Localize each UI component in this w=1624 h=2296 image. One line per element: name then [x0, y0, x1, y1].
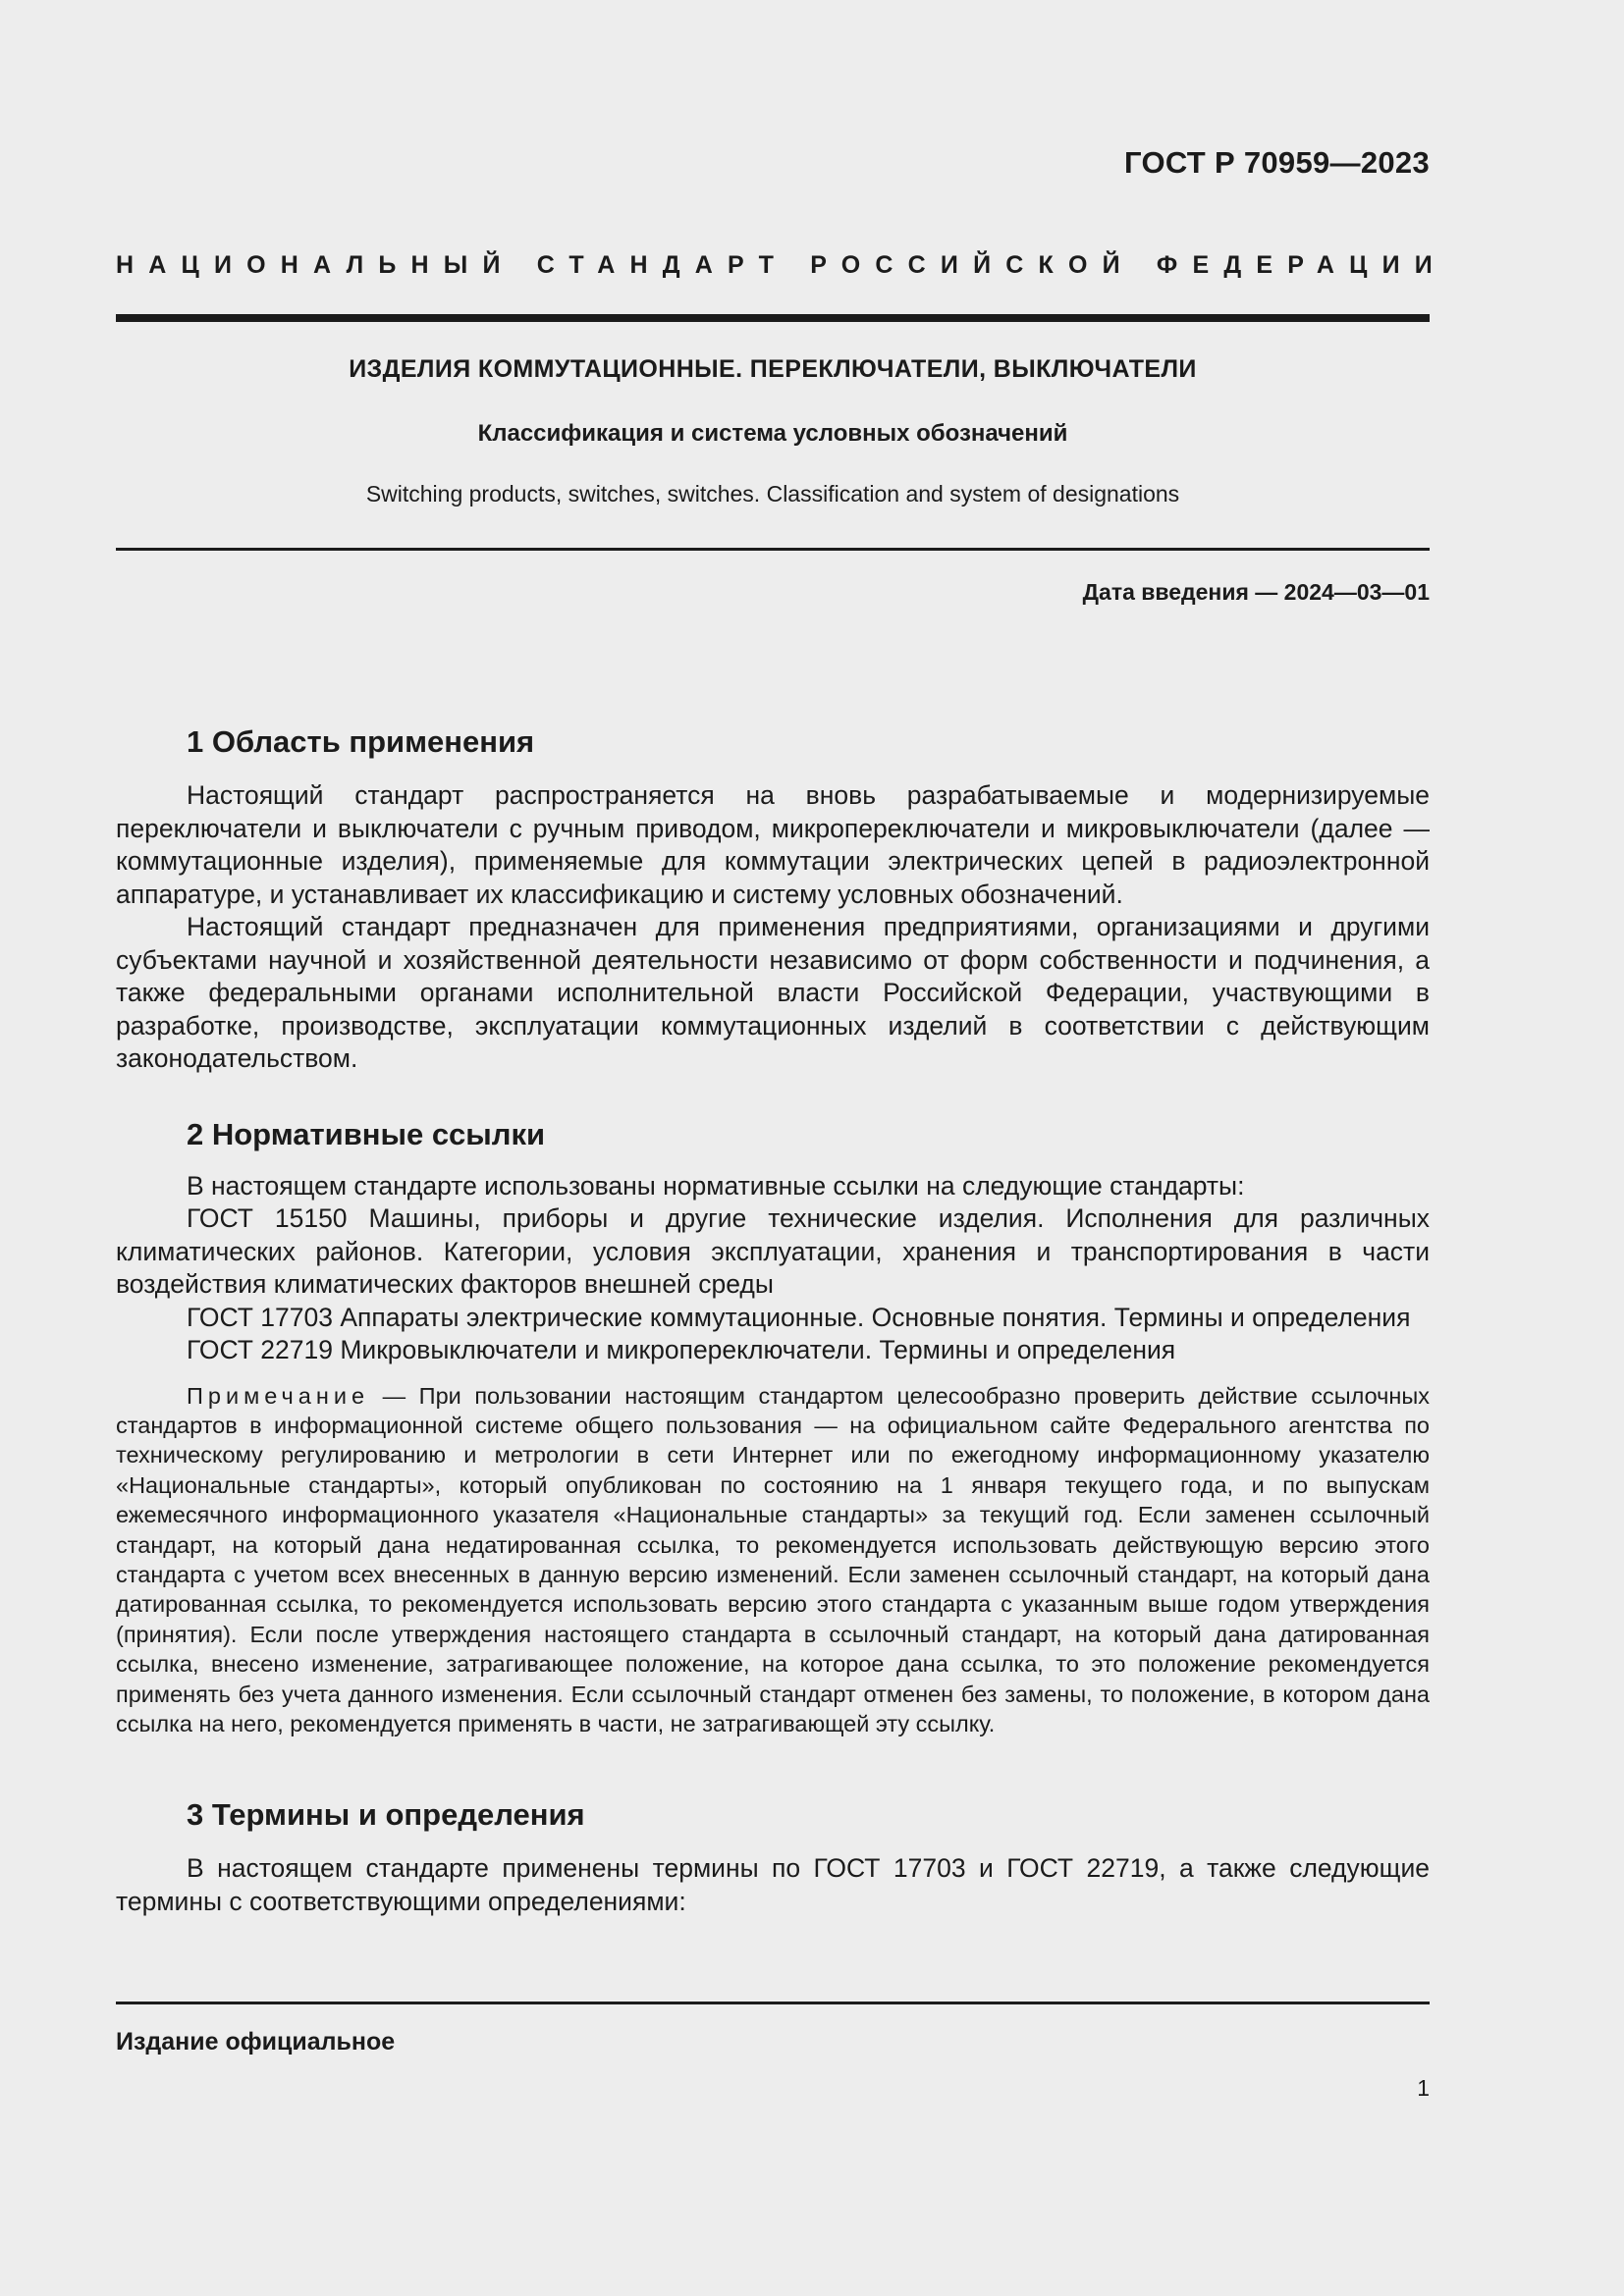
national-standard-banner: НАЦИОНАЛЬНЫЙ СТАНДАРТ РОССИЙСКОЙ ФЕДЕРАЦИИ: [116, 251, 1447, 279]
paragraph: В настоящем стандарте использованы нормативные ссылки на следующие стандарты:: [187, 1170, 1245, 1201]
section-heading: 2 Нормативные ссылки: [187, 1116, 546, 1151]
introduction-date: Дата введения — 2024—03—01: [1082, 579, 1430, 605]
footer-divider: [116, 2002, 1430, 2004]
note-body: — При пользовании настоящим стандартом целесообразно проверить действие ссылочных стандартов в информационной системе общего пользования — на официальном сайте Федерального агентства по техническому регулированию и метрологии в сети Интернет или по ежегодному информационному указателю «Национальные стандарты», который опубликован по состоянию на 1 января текущего года, и по выпускам ежемесячного информационного указателя «Национальные стандарты» за текущий год. Если заменен ссылочный стандарт, на который дана недатированная ссылка, то рекомендуется использовать действующую версию этого стандарта с учетом всех внесенных в данную версию изменений. Если заменен ссылочный стандарт, на который дана датированная ссылка, то рекомендуется использовать версию этого стандарта с указанным выше годом утверждения (принятия). Если после утверждения настоящего стандарта в ссылочный стандарт, на который дана датированная ссылка, внесено изменение, затрагивающее положение, на которое дана ссылка, то это положение рекомендуется применять без учета данного изменения. Если ссылочный стандарт отменен без замены, то положение, в котором дана ссылка на него, рекомендуется применять в части, не затрагивающей эту ссылку.: [116, 1382, 1430, 1736]
reference-item: ГОСТ 17703 Аппараты электрические коммутационные. Основные понятия. Термины и определения: [187, 1302, 1411, 1332]
note: [116, 1381, 1430, 1739]
paragraph: Настоящий стандарт распространяется на вновь разрабатываемые и модернизируемые переключатели и выключатели с ручным приводом, микропереключатели и микровыключатели (далее — коммутационные изделия), применяемые для коммутации электрических цепей в радиоэлектронной аппаратуре, и устанавливает их классификацию и систему условных обозначений.: [116, 780, 1430, 909]
title-divider: [116, 548, 1430, 551]
header-divider: [116, 314, 1430, 322]
page-number: 1: [1417, 2075, 1430, 2101]
paragraph: В настоящем стандарте применены термины по ГОСТ 17703 и ГОСТ 22719, а также следующие термины с соответствующими определениями:: [116, 1853, 1430, 1916]
official-edition-label: Издание официальное: [116, 2028, 396, 2056]
section-normative-references: [116, 1115, 1430, 1739]
note-label: Примечание: [187, 1382, 370, 1409]
document-number: ГОСТ Р 70959—2023: [1124, 145, 1430, 180]
reference-item: ГОСТ 15150 Машины, приборы и другие технические изделия. Исполнения для различных климатических районов. Категории, условия эксплуатации, хранения и транспортирования в части воздействия климатических факторов внешней среды: [116, 1203, 1430, 1299]
note-text: [116, 1381, 1430, 1739]
reference-item: ГОСТ 22719 Микровыключатели и микропереключатели. Термины и определения: [187, 1335, 1176, 1364]
document-title-english: Switching products, switches, switches. Classification and system of designations: [365, 481, 1180, 507]
document-title: ИЗДЕЛИЯ КОММУТАЦИОННЫЕ. ПЕРЕКЛЮЧАТЕЛИ, ВЫКЛЮЧАТЕЛИ: [349, 355, 1197, 383]
section-heading: 3 Термины и определения: [187, 1797, 585, 1833]
document-body: [116, 722, 1430, 1918]
paragraph: Настоящий стандарт предназначен для применения предприятиями, организациями и другими субъектами научной и хозяйственной деятельности независимо от форм собственности и подчинения, а также федеральными органами исполнительной власти Российской Федерации, участвующими в разработке, производстве, эксплуатации коммутационных изделий в соответствии с действующим законодательством.: [116, 912, 1430, 1073]
section-scope: [116, 722, 1430, 1076]
section-terms-definitions: [116, 1795, 1430, 1918]
document-subtitle: Классификация и система условных обозначений: [477, 420, 1068, 447]
section-heading: 1 Область применения: [187, 724, 535, 759]
